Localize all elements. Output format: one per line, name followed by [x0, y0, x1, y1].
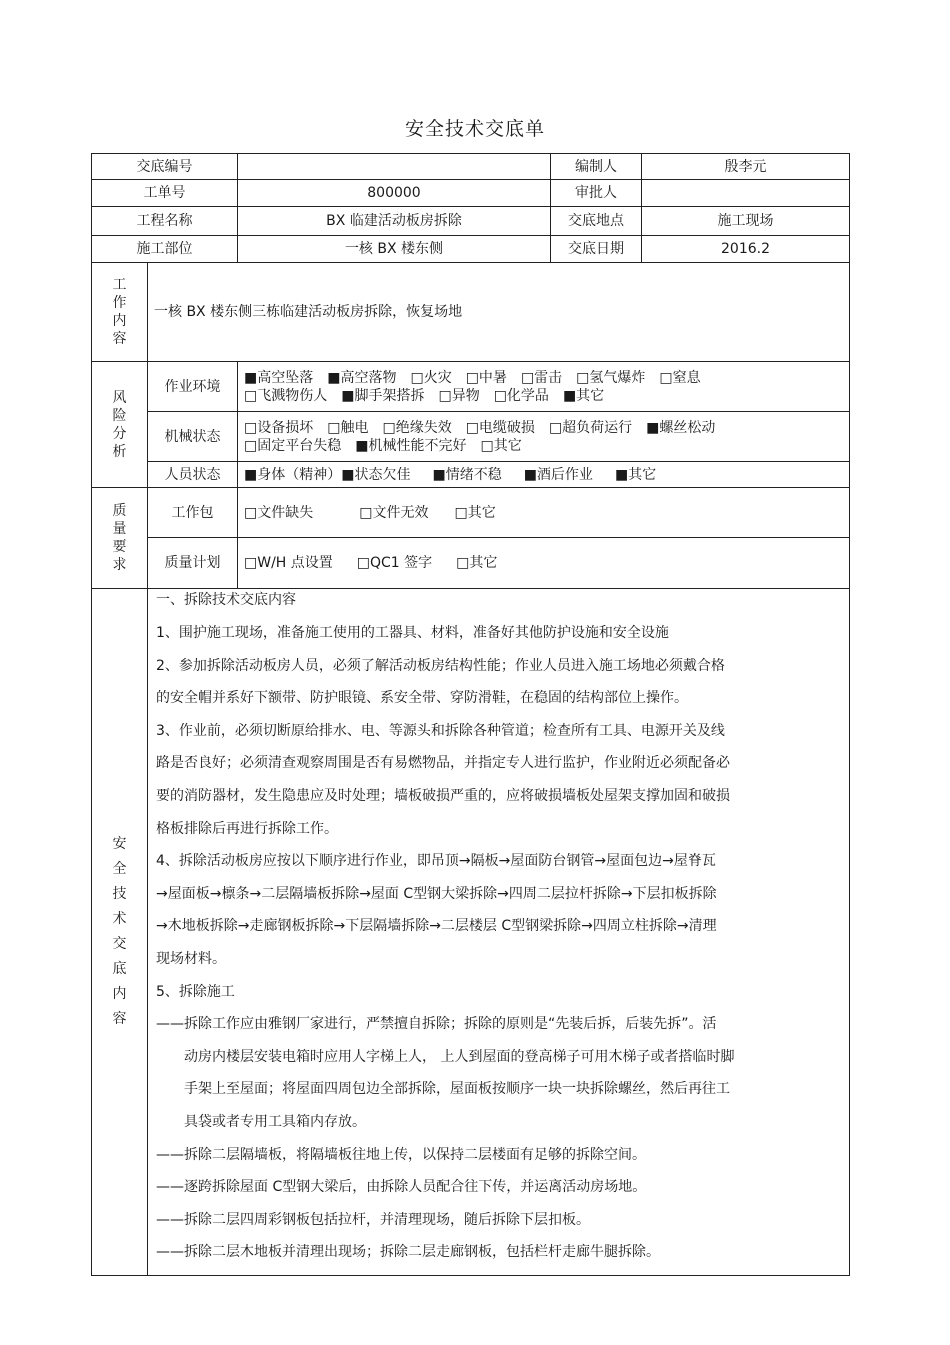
- checkbox-item[interactable]: ■身体（精神）■状态欠佳: [244, 466, 411, 483]
- row-safety-disclosure: [92, 589, 850, 1276]
- checkbox-item[interactable]: □QC1 签字: [356, 555, 433, 571]
- checkbox-item[interactable]: ■高空落物: [327, 369, 397, 386]
- checkbox-item[interactable]: ■其它: [562, 387, 605, 404]
- label-project: 工程名称: [92, 207, 238, 236]
- label-risk-analysis: 风 险 分 析: [92, 362, 148, 488]
- page-title: 安全技术交底单: [404, 118, 545, 140]
- checkbox-item[interactable]: ■酒后作业: [523, 466, 593, 483]
- disclosure-form-table: [91, 153, 850, 1276]
- content-line: 的安全帽并系好下额带、防护眼镜、系安全带、穿防滑鞋，在稳固的结构部位上操作。: [156, 690, 688, 707]
- checkbox-item[interactable]: □异物: [438, 387, 480, 404]
- checkbox-item[interactable]: □设备损坏: [244, 419, 314, 436]
- checkbox-item[interactable]: □其它: [456, 555, 498, 571]
- checkbox-item[interactable]: □窒息: [659, 369, 701, 386]
- label-machine-state: 机械状态: [148, 412, 238, 462]
- content-line: →屋面板→檩条→二层隔墙板拆除→屋面 C型钢大梁拆除→四周二层拉杆拆除→下层扣板拆除: [156, 885, 717, 902]
- row-ticket: [92, 180, 850, 207]
- row-risk-machine: [92, 412, 850, 462]
- label-approver: 审批人: [551, 180, 642, 207]
- checkbox-item[interactable]: ■机械性能不完好: [355, 437, 467, 454]
- value-project[interactable]: BX 临建活动板房拆除: [238, 207, 551, 236]
- content-line: 手架上至屋面；将屋面四周包边全部拆除，屋面板按顺序一块一块拆除螺丝，然后再往工: [184, 1081, 730, 1098]
- checkbox-item[interactable]: ■脚手架搭拆: [341, 387, 425, 404]
- label-work-content: 工 作 内 容: [92, 263, 148, 362]
- label-editor: 编制人: [551, 154, 642, 180]
- work-environment-options: [238, 362, 850, 412]
- row-part: [92, 236, 850, 263]
- row-quality-plan: [92, 538, 850, 589]
- row-quality-package: [92, 488, 850, 538]
- content-line: ——拆除二层四周彩钢板包括拉杆，并清理现场，随后拆除下层扣板。: [156, 1211, 590, 1228]
- content-line: ——拆除二层木地板并清理出现场；拆除二层走廊钢板，包括栏杆走廊牛腿拆除。: [156, 1244, 660, 1261]
- content-line: 5、拆除施工: [156, 983, 235, 1000]
- label-work-environment: 作业环境: [148, 362, 238, 412]
- row-risk-personnel: [92, 462, 850, 488]
- label-date: 交底日期: [551, 236, 642, 263]
- safety-disclosure-content: [148, 589, 850, 1276]
- content-line: 现场材料。: [156, 950, 226, 967]
- content-line: ——拆除工作应由雅钢厂家进行，严禁擅自拆除；拆除的原则是“先装后拆，后装先拆”。活: [156, 1016, 717, 1033]
- work-content-text[interactable]: 一核 BX 楼东侧三栋临建活动板房拆除，恢复场地: [148, 263, 850, 362]
- value-part[interactable]: 一核 BX 楼东侧: [238, 236, 551, 263]
- content-line: ——拆除二层隔墙板，将隔墙板往地上传，以保持二层楼面有足够的拆除空间。: [156, 1146, 646, 1163]
- label-quality-requirements: 质 量 要 求: [92, 488, 148, 589]
- content-line: 一、拆除技术交底内容: [156, 592, 296, 608]
- content-line: 3、作业前，必须切断原给排水、电、等源头和拆除各种管道；检查所有工具、电源开关及线: [156, 722, 725, 739]
- value-editor[interactable]: 殷李元: [642, 154, 850, 180]
- value-disclosure-no[interactable]: [238, 154, 551, 180]
- content-line: 具袋或者专用工具箱内存放。: [184, 1113, 366, 1130]
- label-ticket: 工单号: [92, 180, 238, 207]
- row-risk-environment: [92, 362, 850, 412]
- checkbox-item[interactable]: ■高空坠落: [244, 369, 314, 386]
- personnel-state-options: [238, 462, 850, 488]
- label-part: 施工部位: [92, 236, 238, 263]
- checkbox-item[interactable]: □电缆破损: [465, 419, 535, 436]
- checkbox-item[interactable]: □雷击: [520, 369, 563, 386]
- content-line: 2、参加拆除活动板房人员，必须了解活动板房结构性能；作业人员进入施工场地必须戴合格: [156, 657, 725, 674]
- value-approver[interactable]: [642, 180, 850, 207]
- checkbox-item[interactable]: □超负荷运行: [548, 419, 633, 436]
- checkbox-item[interactable]: □化学品: [493, 387, 549, 404]
- label-personnel-state: 人员状态: [148, 462, 238, 488]
- content-line: 路是否良好；必须清查观察周围是否有易燃物品，并指定专人进行监护，作业附近必须配备必: [156, 755, 730, 772]
- content-line: ——逐跨拆除屋面 C型钢大梁后，由拆除人员配合往下传，并运离活动房场地。: [156, 1179, 647, 1196]
- content-line: 要的消防器材，发生隐患应及时处理；墙板破损严重的，应将破损墙板处屋架支撑加固和破损: [156, 787, 730, 804]
- row-work-content: [92, 263, 850, 362]
- checkbox-item[interactable]: □文件缺失: [244, 504, 314, 521]
- content-line: 动房内楼层安装电箱时应用人字梯上人， 上人到屋面的登高梯子可用木梯子或者搭临时脚: [184, 1048, 735, 1065]
- checkbox-item[interactable]: □固定平台失稳: [244, 437, 342, 454]
- value-date[interactable]: 2016.2: [642, 236, 850, 263]
- label-quality-plan: 质量计划: [148, 538, 238, 589]
- row-project: [92, 207, 850, 236]
- value-place[interactable]: 施工现场: [642, 207, 850, 236]
- row-disclosure-no: [92, 154, 850, 180]
- checkbox-item[interactable]: □其它: [454, 504, 496, 521]
- value-ticket[interactable]: 800000: [238, 180, 551, 207]
- checkbox-item[interactable]: □W/H 点设置: [244, 555, 333, 571]
- content-line: 4、拆除活动板房应按以下顺序进行作业，即吊顶→隔板→屋面防台钢管→屋面包边→屋脊瓦: [156, 853, 716, 870]
- label-place: 交底地点: [551, 207, 642, 236]
- checkbox-item[interactable]: ■螺丝松动: [646, 419, 716, 436]
- checkbox-item[interactable]: □绝缘失效: [382, 419, 452, 436]
- machine-state-options: [238, 412, 850, 462]
- checkbox-item[interactable]: □火灾: [410, 369, 452, 386]
- label-safety-disclosure: 安 全 技 术 交 底 内 容: [92, 589, 148, 1276]
- checkbox-item[interactable]: □文件无效: [359, 504, 429, 521]
- checkbox-item[interactable]: □触电: [327, 419, 369, 436]
- label-disclosure-no: 交底编号: [92, 154, 238, 180]
- checkbox-item[interactable]: □飞溅物伤人: [244, 387, 328, 404]
- content-line: 格板排除后再进行拆除工作。: [156, 820, 338, 837]
- work-package-options: [238, 488, 850, 538]
- checkbox-item[interactable]: □其它: [480, 437, 522, 454]
- content-line: →木地板拆除→走廊钢板拆除→下层隔墙拆除→二层楼层 C型钢梁拆除→四周立柱拆除→清理: [156, 918, 717, 935]
- label-work-package: 工作包: [148, 488, 238, 538]
- checkbox-item[interactable]: □中暑: [465, 369, 507, 386]
- checkbox-item[interactable]: □氢气爆炸: [576, 369, 646, 386]
- content-line: 1、围护施工现场，准备施工使用的工器具、材料，准备好其他防护设施和安全设施: [156, 625, 669, 641]
- checkbox-item[interactable]: ■其它: [614, 466, 657, 483]
- quality-plan-options: [238, 538, 850, 589]
- checkbox-item[interactable]: ■情绪不稳: [432, 466, 502, 483]
